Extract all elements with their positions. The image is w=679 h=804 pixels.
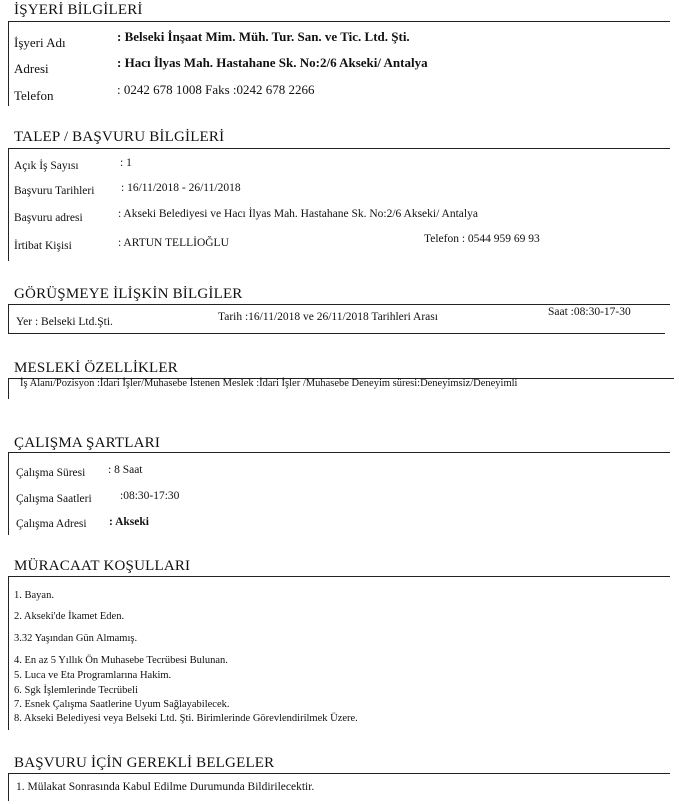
employer-address-value: : Hacı İlyas Mah. Hastahane Sk. No:2/6 Akseki/ Antalya [117,55,428,70]
occupation-box [8,378,9,399]
employer-phone-label: Telefon [14,88,54,103]
application-address-value: : Akseki Belediyesi ve Hacı İlyas Mah. Hastahane Sk. No:2/6 Akseki/ Antalya [118,208,478,220]
contact-person-value: : ARTUN TELLİOĞLU [118,237,229,249]
employer-name-value: : Belseki İnşaat Mim. Müh. Tur. San. ve Tic. Ltd. Şti. [117,29,410,44]
employer-name-label: İşyeri Adı [14,35,66,50]
requirements-box [8,576,9,730]
requirement-item: 6. Sgk İşlemlerinde Tecrübeli [14,685,138,696]
work-address-value: : Akseki [109,516,149,528]
requirement-item: 5. Luca ve Eta Programlarına Hakim. [14,670,172,681]
interview-time: Saat :08:30-17-30 [548,306,631,318]
requirement-item: 8. Akseki Belediyesi veya Belseki Ltd. Şti. Birimlerinde Görevlendirilmek Üzere. [14,713,358,724]
work-hours-label: Çalışma Saatleri [16,493,92,505]
employer-section-rule [8,21,670,22]
employer-phone-value: : 0242 678 1008 Faks :0242 678 2266 [117,82,315,97]
contact-person-label: İrtibat Kişisi [14,240,72,252]
interview-date: Tarih :16/11/2018 ve 26/11/2018 Tarihleri Arası [218,311,438,323]
openings-value: : 1 [120,157,132,169]
documents-box [8,773,9,801]
work-duration-label: Çalışma Süresi [16,467,86,479]
work-address-label: Çalışma Adresi [16,518,87,530]
application-dates-value: : 16/11/2018 - 26/11/2018 [121,182,241,194]
occupation-section-title: MESLEKİ ÖZELLİKLER [14,360,178,376]
application-section-rule [8,148,670,149]
application-dates-label: Başvuru Tarihleri [14,185,95,197]
conditions-box [8,452,9,535]
documents-section-title: BAŞVURU İÇİN GEREKLİ BELGELER [14,755,275,771]
requirement-item: 3.32 Yaşından Gün Almamış. [14,633,138,644]
application-box [8,148,9,261]
requirements-section-rule [8,576,670,577]
employer-address-label: Adresi [14,61,49,76]
openings-label: Açık İş Sayısı [14,160,79,172]
employer-box [8,21,9,106]
conditions-section-rule [8,452,670,453]
requirement-item: 1. Bayan. [14,590,54,601]
work-duration-value: : 8 Saat [108,464,143,476]
requirement-item: 2. Akseki'de İkamet Eden. [14,611,125,622]
requirements-section-title: MÜRACAAT KOŞULLARI [14,558,191,574]
interview-section-title: GÖRÜŞMEYE İLİŞKİN BİLGİLER [14,286,243,302]
conditions-section-title: ÇALIŞMA ŞARTLARI [14,435,161,451]
documents-section-rule [8,773,670,774]
interview-place: Yer : Belseki Ltd.Şti. [16,316,113,328]
work-hours-value: :08:30-17:30 [120,490,180,502]
contact-phone: Telefon : 0544 959 69 93 [424,233,540,245]
application-address-label: Başvuru adresi [14,212,83,224]
employer-section-title: İŞYERİ BİLGİLERİ [14,2,143,18]
requirement-item: 7. Esnek Çalışma Saatlerine Uyum Sağlayabilecek. [14,699,230,710]
requirement-item: 4. En az 5 Yıllık Ön Muhasebe Tecrübesi Bulunan. [14,655,228,666]
document-item: 1. Mülakat Sonrasında Kabul Edilme Durumunda Bildirilecektir. [16,781,315,793]
application-section-title: TALEP / BAŞVURU BİLGİLERİ [14,129,225,145]
occupation-text: İş Alanı/Pozisyon :İdari İşler/Muhasebe İstenen Meslek :İdari İşler /Muhasebe Deneyim süresi:Deneyimsiz/Deneyimli [20,378,518,389]
